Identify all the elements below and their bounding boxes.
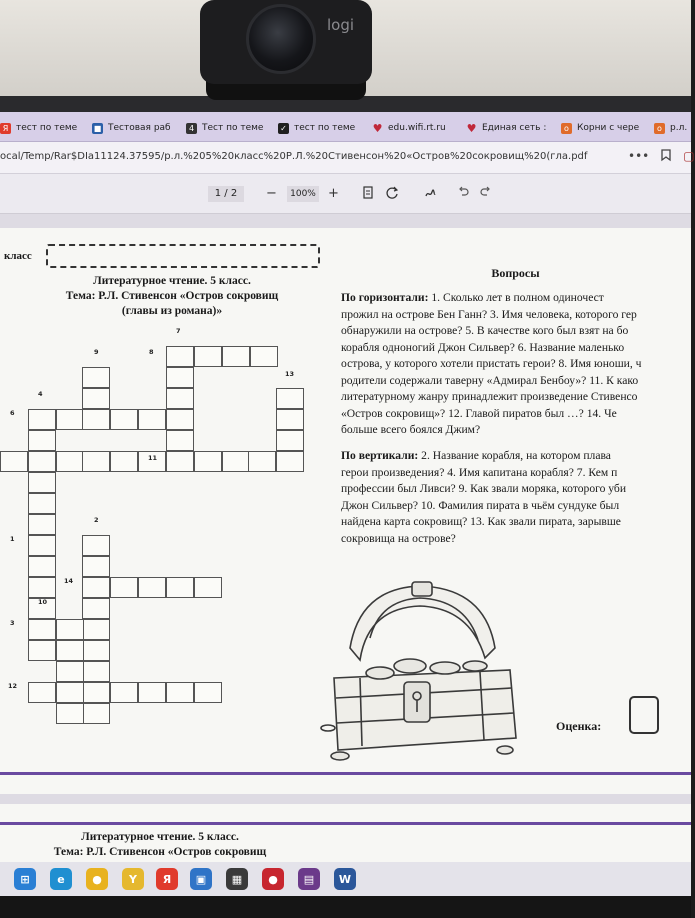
crossword-cell [56,409,84,430]
browser-tab-bar [0,112,691,142]
edge-icon[interactable]: e [50,868,72,890]
crossword-cell [56,451,84,472]
record-icon[interactable]: ● [262,868,284,890]
crossword-number: 4 [38,390,43,398]
tab-title: Тест по теме [202,123,264,133]
crossword-cell [56,619,84,640]
crossword-cell [28,682,56,703]
checkbox-icon: ✓ [278,123,289,134]
crossword-cell [166,451,194,472]
crossword-number: 10 [38,598,48,606]
page-divider [0,822,691,825]
crossword-number: 2 [94,516,99,524]
crossword-cell [250,346,278,367]
crossword-cell [82,535,110,556]
word-icon[interactable]: W [334,868,356,890]
crossword-cell [248,451,276,472]
page2-title [0,830,320,860]
crossword-cell [0,451,28,472]
crossword-cell [110,682,138,703]
browser-tab[interactable] [186,117,266,139]
class-label: класс [4,250,32,262]
more-icon[interactable]: ••• [628,149,650,163]
crossword-cell [28,409,56,430]
crossword-cell [82,640,110,661]
crossword-cell [82,682,110,703]
bookmark-icon[interactable] [661,149,671,164]
pdf-toolbar [0,174,691,214]
crossword-cell [28,556,56,577]
browser-tab[interactable] [0,117,86,139]
calculator-icon[interactable]: ▦ [226,868,248,890]
crossword-cell [82,451,110,472]
crossword-cell [194,346,222,367]
address-bar-actions [628,149,695,164]
chrome-icon[interactable]: ● [86,868,108,890]
heart-icon: ♥ [372,121,383,135]
treasure-chest-illustration [320,578,520,763]
horizontal-clues [341,290,693,439]
crossword-cell [28,535,56,556]
crossword-cell [276,388,304,409]
tab-title: р.л. [670,123,688,133]
crossword-number: 14 [64,577,74,585]
webcam-lens [246,4,316,74]
crossword-cell [166,682,194,703]
crossword-cell [28,430,56,451]
yandex-icon[interactable]: Y [122,868,144,890]
draw-icon[interactable] [424,186,437,204]
crossword-cell [166,409,194,430]
pdf-page-2 [0,804,691,864]
crossword-cell [138,682,166,703]
page-divider [0,772,691,775]
tab-title: Тестовая раб [108,123,171,133]
crossword-number: 9 [94,348,99,356]
crossword-number: 12 [8,682,18,690]
crossword-cell [110,409,138,430]
crossword-cell [138,409,166,430]
crossword-cell [82,703,110,724]
title-line: Литературное чтение. 5 класс. [93,275,251,287]
grade-box [629,696,659,734]
crossword-cell [28,514,56,535]
url-field[interactable]: ocal/Temp/Rar$DIa11124.37595/р.л.%205%20класс%20Р.Л.%20Стивенсон%20«Остров%20сокровищ%20(гла.pdf [0,151,588,162]
tab-title: edu.wifi.rt.ru [388,123,446,133]
crossword-cell [28,493,56,514]
tab-title: тест по теме [294,123,356,133]
vertical-clues-text: 2. Название корабля, на котором плава герои произведения? 4. Имя капитана корабля? 7. Кем п профессии был Ливси? 9. Как звали моряка, которого уби Джон Сильвер? 10. Фамилия пирата в чьём сундуке был найдена карта сокровищ? 13. Как звали пирата, зарывше сокровища на острове? [341,449,627,545]
crossword-cell [194,682,222,703]
pdf-viewer[interactable] [0,214,691,862]
questions-title: Вопросы [491,266,540,280]
crossword-cell [28,472,56,493]
crossword-cell [82,409,110,430]
crossword-cell [56,661,84,682]
crossword-number: 1 [10,535,15,543]
crossword-cell [56,682,84,703]
crossword-cell [82,367,110,388]
grade-label: Оценка: [556,719,602,733]
webcam-logo: logi [327,16,355,34]
yandex-browser-icon[interactable]: Я [156,868,178,890]
browser-tab[interactable] [372,117,452,139]
vertical-clues [341,448,693,547]
horizontal-label: По горизонтали: [341,291,429,304]
horizontal-clues-text: 1. Сколько лет в полном одиночест прожил на острове Бен Ганн? 3. Имя человека, которого гер обнаружили на острове? 5. В качестве кого был взят на бо корабля одноногий Джон Сильвер? 6. Название маленько острова, у которого хотели пристать герои? 8. Имя юноши, ч родители содержали таверну «Адмирал Бенбоу»? 11. К како литературному жанру принадлежит произведение Стивенсо «Остров сокровищ»? 12. Главой пиратов был …? 14. Че больше всего боялся Джим? [341,291,642,436]
crossword-number: 11 [148,454,158,462]
pdf-page [0,228,691,794]
crossword-cell [28,619,56,640]
crossword-cell [276,430,304,451]
tab-title: Корни с чере [577,123,640,133]
crossword-cell [166,346,194,367]
vertical-label: По вертикали: [341,449,419,462]
crossword-number: 8 [149,348,154,356]
browser-tab[interactable] [278,117,358,139]
crossword-cell [82,556,110,577]
crossword-cell [276,409,304,430]
webcam-device [200,0,372,84]
collections-icon[interactable]: ▢ [683,149,695,163]
browser-tab[interactable] [654,117,691,139]
number-four-icon: 4 [186,123,197,134]
crossword-cell [110,577,138,598]
crossword-cell [82,388,110,409]
crossword-cell [166,430,194,451]
crossword-cell [166,577,194,598]
page-view-icon[interactable] [363,186,373,204]
orange-square-icon: о [561,123,572,134]
title-line: Литературное чтение. 5 класс. [81,831,239,843]
crossword-cell [166,367,194,388]
crossword-cell [28,577,56,598]
crossword-cell [194,577,222,598]
crossword-cell [28,451,56,472]
windows-start-icon[interactable]: ⊞ [14,868,36,890]
taskbar [0,862,691,896]
title-line: Тема: Р.Л. Стивенсон «Остров сокровищ [53,846,267,858]
crossword-cell [222,346,250,367]
tab-title: Единая сеть : [482,123,547,133]
page-indicator[interactable]: 1 / 2 [208,186,244,202]
tab-title: тест по теме [16,123,78,133]
browser-tab[interactable] [466,117,546,139]
crossword-cell [82,661,110,682]
crossword-cell [166,388,194,409]
title-line: (главы из романа)» [121,305,223,317]
browser-tab[interactable] [561,117,641,139]
crossword-cell [56,640,84,661]
crossword-cell [82,577,110,598]
crossword-cell [82,619,110,640]
book-icon: ■ [93,123,102,133]
crossword-cell [276,451,304,472]
heart-icon: ♥ [466,121,477,135]
crossword-cell [138,577,166,598]
crossword-number: 6 [10,409,15,417]
zoom-out-button[interactable]: − [266,186,277,201]
crossword-cell [110,451,138,472]
rotate-icon[interactable] [386,186,399,204]
monitor-bezel-bottom [0,896,691,918]
title-line: Тема: Р.Л. Стивенсон «Остров сокровищ [65,290,279,302]
crossword-cell [28,640,56,661]
crossword-cell [222,451,250,472]
crossword-cell [194,451,222,472]
crossword-number: 3 [10,619,15,627]
crossword-cell [56,703,84,724]
crossword-grid [0,228,340,773]
crossword-number: 7 [176,327,181,335]
crossword-cell [82,598,110,619]
orange-square-icon: о [654,123,665,134]
undo-icon[interactable] [458,186,469,202]
winrar-icon[interactable]: ▤ [298,868,320,890]
crossword-number: 13 [285,370,295,378]
yandex-icon: Я [0,123,11,134]
browser-tab[interactable] [92,117,172,139]
zoom-in-button[interactable]: + [328,186,339,201]
zoom-level[interactable]: 100% [287,186,319,202]
photos-icon[interactable]: ▣ [190,868,212,890]
redo-icon[interactable] [480,186,491,202]
address-bar [0,142,695,174]
